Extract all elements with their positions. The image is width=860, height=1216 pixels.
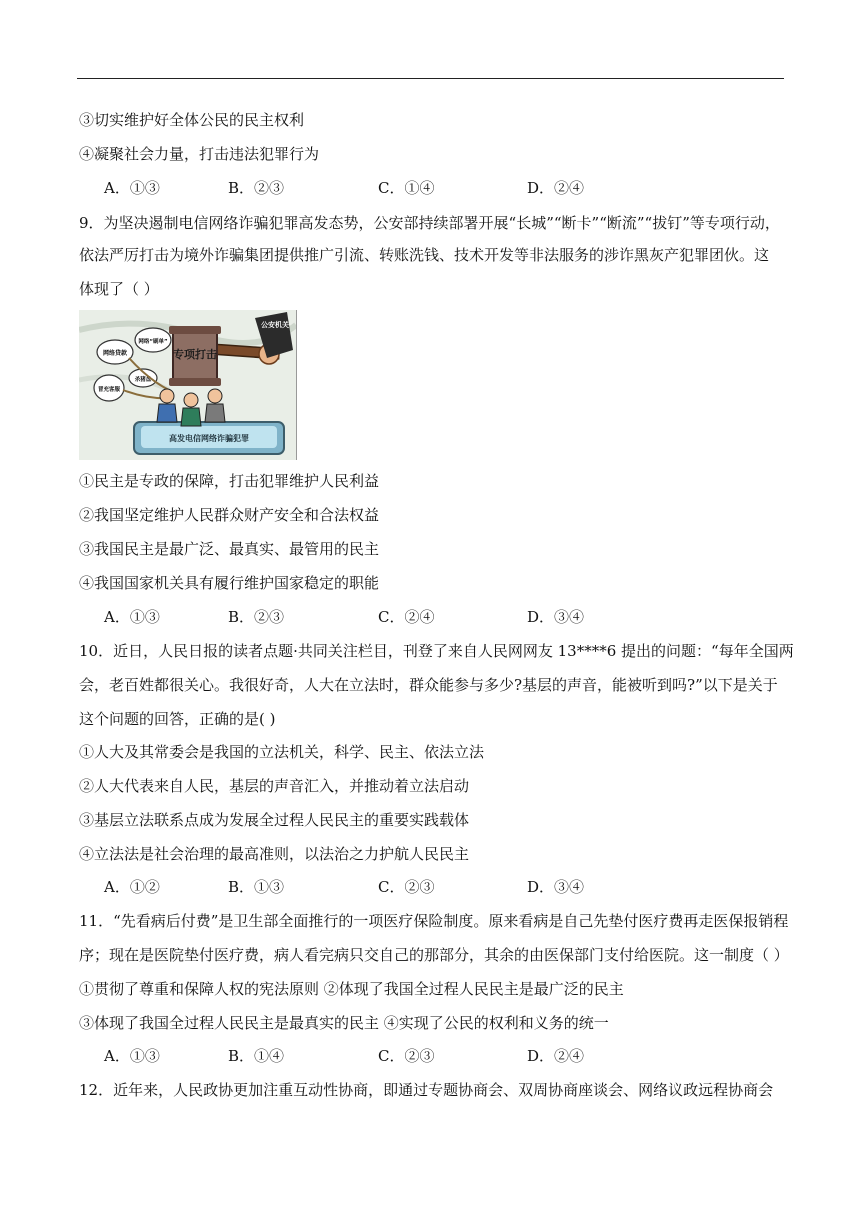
phone-label: 高发电信网络诈骗犯罪 xyxy=(169,434,249,443)
q9-item-1: ①民主是专政的保障，打击犯罪维护人民利益 xyxy=(79,472,380,490)
q9-stem-line-1: 9．为坚决遏制电信网络诈骗犯罪高发态势，公安部持续部署开展“长城”“断卡”“断流”“拔钉”等专项行动， xyxy=(79,214,780,232)
q10-item-1: ①人大及其常委会是我国的立法机关，科学、民主、依法立法 xyxy=(79,743,485,761)
q11-option-a: A．①③ xyxy=(104,1047,160,1065)
q9-item-3: ③我国民主是最广泛、最真实、最管用的民主 xyxy=(79,540,380,558)
tag-brushing: 网络“刷单” xyxy=(138,339,168,345)
q11-stem-line-2: 序；现在是医院垫付医疗费，病人看完病只交自己的那部分，其余的由医保部门支付给医院。这一制度（ ） xyxy=(79,946,789,964)
q10-stem-line-2: 会，老百姓都很关心。我很好奇，人大在立法时，群众能参与多少?基层的声音，能被听到吗?”以下是关于 xyxy=(79,676,778,694)
q8-item-3: ③切实维护好全体公民的民主权利 xyxy=(79,111,305,129)
q10-option-d: D．③④ xyxy=(527,878,585,896)
q10-option-b: B．①③ xyxy=(228,878,285,896)
hammer-label: 专项打击 xyxy=(173,348,217,361)
tag-fake-service: 冒充客服 xyxy=(97,387,121,393)
q10-item-2: ②人大代表来自人民，基层的声音汇入，并推动着立法启动 xyxy=(79,777,470,795)
q9-item-2: ②我国坚定维护人民群众财产安全和合法权益 xyxy=(79,506,380,524)
q11-stem-line-1: 11．“先看病后付费”是卫生部全面推行的一项医疗保险制度。原来看病是自己先垫付医疗费再走医保报销程 xyxy=(79,912,789,930)
tag-pig-butchering: 杀猪盘 xyxy=(134,377,152,383)
q9-option-b: B．②③ xyxy=(228,608,285,626)
q10-stem-line-1: 10．近日，人民日报的读者点题·共同关注栏目，刊登了来自人民网网友 13****6 提出的问题：“每年全国两 xyxy=(79,642,794,660)
q11-items-line-2: ③体现了我国全过程人民民主是最真实的民主 ④实现了公民的权利和义务的统一 xyxy=(79,1014,609,1032)
q10-option-c: C．②③ xyxy=(378,878,435,896)
header-rule xyxy=(77,78,784,79)
q10-item-4: ④立法法是社会治理的最高准则，以法治之力护航人民民主 xyxy=(79,845,470,863)
q9-stem-line-3: 体现了（ ） xyxy=(79,280,159,298)
sleeve-label: 公安机关 xyxy=(261,321,289,329)
q9-item-4: ④我国国家机关具有履行维护国家稳定的职能 xyxy=(79,574,380,592)
q8-option-c: C．①④ xyxy=(378,179,435,197)
q8-option-b: B．②③ xyxy=(228,179,285,197)
q11-option-d: D．②④ xyxy=(527,1047,585,1065)
q11-option-b: B．①④ xyxy=(228,1047,285,1065)
q9-option-d: D．③④ xyxy=(527,608,585,626)
q9-stem-line-2: 依法严厉打击为境外诈骗集团提供推广引流、转账洗钱、技术开发等非法服务的涉诈黑灰产犯罪团伙。这 xyxy=(79,246,770,264)
q10-option-a: A．①② xyxy=(104,878,160,896)
q11-option-c: C．②③ xyxy=(378,1047,435,1065)
q11-items-line-1: ①贯彻了尊重和保障人权的宪法原则 ②体现了我国全过程人民民主是最广泛的民主 xyxy=(79,980,624,998)
q12-stem-line-1: 12．近年来，人民政协更加注重互动性协商，即通过专题协商会、双周协商座谈会、网络议政远程协商会 xyxy=(79,1081,774,1099)
q9-option-a: A．①③ xyxy=(104,608,160,626)
q9-cartoon-image xyxy=(79,310,297,460)
q10-stem-line-3: 这个问题的回答，正确的是( ) xyxy=(79,710,276,728)
tag-loan: 网络贷款 xyxy=(102,350,128,357)
q8-option-d: D．②④ xyxy=(527,179,585,197)
q8-option-a: A．①③ xyxy=(104,179,160,197)
q10-item-3: ③基层立法联系点成为发展全过程人民民主的重要实践载体 xyxy=(79,811,470,829)
q9-option-c: C．②④ xyxy=(378,608,435,626)
q8-item-4: ④凝聚社会力量，打击违法犯罪行为 xyxy=(79,145,320,163)
